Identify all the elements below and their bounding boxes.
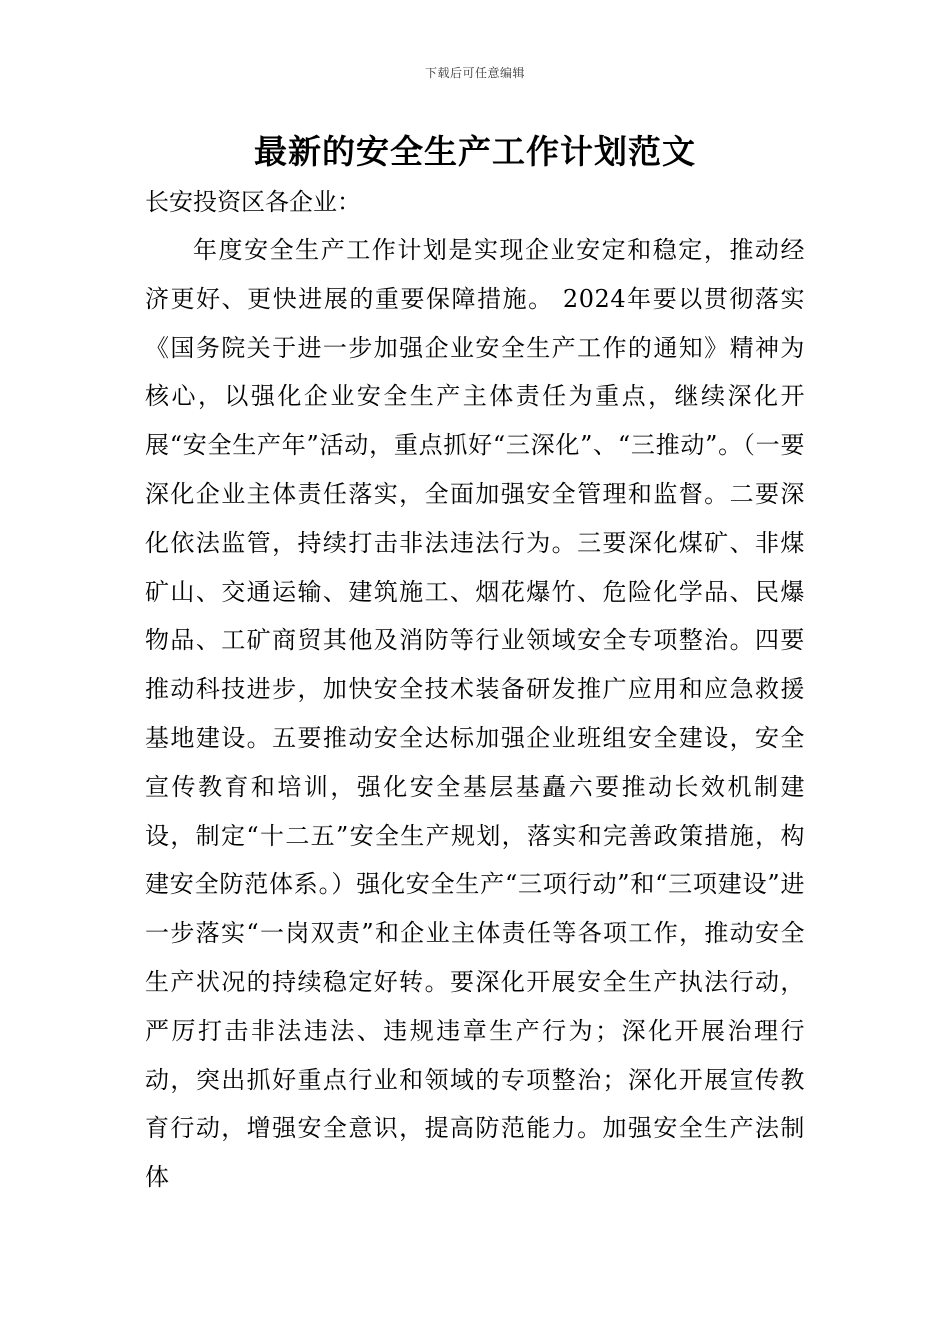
body-paragraph: 年度安全生产工作计划是实现企业安定和稳定，推动经济更好、更快进展的重要保障措施。 2024年要以贯彻落实《国务院关于进一步加强企业安全生产工作的通知》精神为核心，以强化企业安全生产主体责任为重点，继续深化开展“安全生产年”活动，重点抓好“三深化”、“三推动”。（一要深化企业主体责任落实，全面加强安全管理和监督。二要深化依法监管，持续打击非法违法行为。三要深化煤矿、非煤矿山、交通运输、建筑施工、烟花爆竹、危险化学品、民爆物品、工矿商贸其他及消防等行业领域安全专项整治。四要推动科技进步，加快安全技术装备研发推广应用和应急救援基地建设。五要推动安全达标加强企业班组安全建设，安全宣传教育和培训，强化安全基层基矗六要推动长效机制建设，制定“十二五”安全生产规划，落实和完善政策措施，构建安全防范体系。）强化安全生产“三项行动”和“三项建设”进一步落实“一岗双责”和企业主体责任等各项工作，推动安全生产状况的持续稳定好转。要深化开展安全生产执法行动，严厉打击非法违法、违规违章生产行为；深化开展治理行动，突出抓好重点行业和领域的专项整治；深化开展宣传教育行动，增强安全意识，提高防范能力。加强安全生产法制体 [145, 236, 805, 1192]
salutation: 长安投资区各企业： [145, 188, 361, 216]
document-title: 最新的安全生产工作计划范文 [254, 132, 696, 171]
header-note: 下载后可任意编辑 [424, 66, 525, 80]
